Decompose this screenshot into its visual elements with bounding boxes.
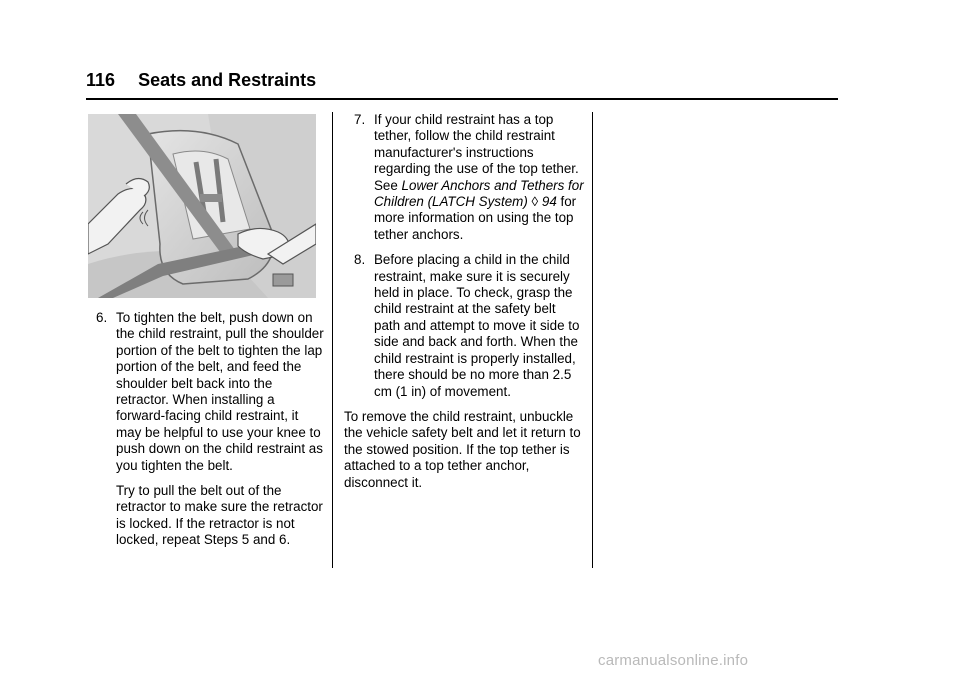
step-text: To tighten the belt, push down on the child restraint, pull the shoulder portion of the belt to tighten the lap portion of the belt, and feed the shoulder belt back into the retractor. When installing a forward-facing child restraint, it may be helpful to use your knee to push down on the child restraint as you tighten the belt.	[116, 310, 324, 473]
child-seat-belt-illustration	[88, 114, 316, 298]
step-7	[344, 112, 584, 243]
section-title: Seats and Restraints	[138, 70, 317, 90]
page-header	[86, 70, 316, 91]
step-8	[344, 252, 584, 400]
step-6-followup: Try to pull the belt out of the retractor to make sure the retractor is locked. If the retractor is not locked, repeat Steps 5 and 6.	[116, 483, 323, 548]
right-column	[344, 112, 584, 491]
page-ref-symbol: ◊	[531, 194, 539, 210]
step-number: 6.	[96, 310, 108, 325]
step-number: 7.	[354, 112, 366, 127]
column-divider-1	[332, 112, 333, 568]
column-divider-2	[592, 112, 593, 568]
step-number: 8.	[354, 252, 366, 268]
step-text: If your child restraint has a top tether, follow the child restraint manufacturer's instructions regarding the use of the top tether. See Lower Anchors and Tethers for Children (LATCH System) ◊ 94 for more information on using the top tether anchors.	[374, 112, 584, 242]
step-text: Before placing a child in the child restraint, make sure it is securely held in place. To check, grasp the child restraint at the safety belt path and attempt to move it side to side and back and forth. When the child restraint is properly installed, there should be no more than 2.5 cm (1 in) of movement.	[374, 252, 580, 399]
page-number: 116	[86, 70, 116, 90]
page-ref-number[interactable]: 94	[541, 194, 557, 210]
watermark: carmanualsonline.info	[598, 652, 749, 669]
remove-instructions: To remove the child restraint, unbuckle the vehicle safety belt and let it return to the stowed position. If the top tether is attached to a top tether anchor, disconnect it.	[344, 408, 581, 490]
step-6	[86, 310, 326, 474]
header-rule	[86, 98, 838, 100]
cross-reference-link[interactable]: Lower Anchors and Tethers for Children (LATCH System)	[374, 177, 584, 210]
left-column	[86, 310, 326, 558]
